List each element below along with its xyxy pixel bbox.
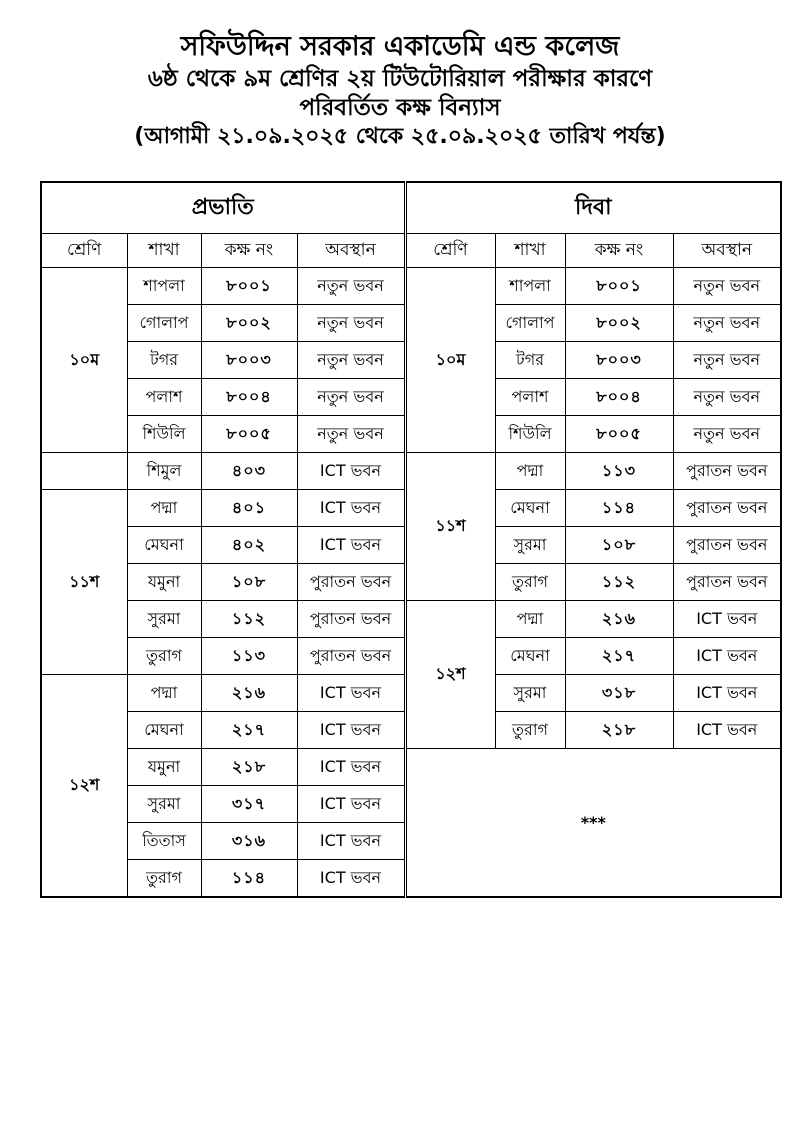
room-cell: ৮০০৪ — [565, 379, 673, 416]
col-branch-header: শাখা — [127, 234, 201, 268]
effective-period: (আগামী ২১.০৯.২০২৫ থেকে ২৫.০৯.২০২৫ তারিখ পর্যন্ত) — [134, 124, 666, 150]
branch-cell: শাপলা — [127, 268, 201, 305]
branch-cell: যমুনা — [127, 749, 201, 786]
location-cell: নতুন ভবন — [673, 305, 781, 342]
location-cell: ICT ভবন — [297, 675, 405, 712]
morning-class-cell-empty — [41, 453, 127, 490]
location-cell: ICT ভবন — [673, 601, 781, 638]
location-cell: নতুন ভবন — [673, 379, 781, 416]
col-branch-header: শাখা — [495, 234, 565, 268]
room-cell: ১১২ — [201, 601, 297, 638]
branch-cell: তুরাগ — [495, 564, 565, 601]
room-cell: ৮০০৪ — [201, 379, 297, 416]
room-cell: ৩১৭ — [201, 786, 297, 823]
branch-cell: পদ্মা — [495, 601, 565, 638]
col-room-header: কক্ষ নং — [565, 234, 673, 268]
branch-cell: পদ্মা — [127, 675, 201, 712]
location-cell: পুরাতন ভবন — [673, 527, 781, 564]
location-cell: ICT ভবন — [297, 860, 405, 898]
location-cell: ICT ভবন — [297, 453, 405, 490]
room-allocation-table — [40, 181, 782, 898]
room-cell: ৮০০৫ — [565, 416, 673, 453]
branch-cell: মেঘনা — [127, 527, 201, 564]
room-cell: ৩১৮ — [565, 675, 673, 712]
shift-day-header: দিবা — [405, 182, 781, 234]
exam-line: ৬ষ্ঠ থেকে ৯ম শ্রেণির ২য় টিউটোরিয়াল পরীক্ষার কারণে — [147, 65, 653, 92]
table-row — [41, 453, 781, 490]
room-cell: ১১৪ — [565, 490, 673, 527]
day-class-cell: ১০ম — [405, 268, 495, 453]
room-cell: ১০৮ — [201, 564, 297, 601]
branch-cell: গোলাপ — [495, 305, 565, 342]
location-cell: পুরাতন ভবন — [673, 490, 781, 527]
institution-name: সফিউদ্দিন সরকার একাডেমি এন্ড কলেজ — [180, 31, 620, 62]
location-cell: নতুন ভবন — [673, 416, 781, 453]
location-cell: ICT ভবন — [297, 823, 405, 860]
branch-cell: পলাশ — [495, 379, 565, 416]
morning-class-cell: ১২শ — [41, 675, 127, 898]
room-cell: ৮০০৩ — [565, 342, 673, 379]
room-cell: ৮০০৩ — [201, 342, 297, 379]
empty-slot-note: *** — [405, 749, 781, 898]
room-cell: ২১৬ — [201, 675, 297, 712]
branch-cell: পদ্মা — [495, 453, 565, 490]
morning-class-cell: ১০ম — [41, 268, 127, 453]
room-cell: ৪০২ — [201, 527, 297, 564]
room-cell: ১১৪ — [201, 860, 297, 898]
document-header — [0, 30, 800, 152]
day-class-cell: ১২শ — [405, 601, 495, 749]
location-cell: নতুন ভবন — [673, 268, 781, 305]
room-cell: ৮০০৫ — [201, 416, 297, 453]
branch-cell: টগর — [127, 342, 201, 379]
room-cell: ২১৮ — [565, 712, 673, 749]
location-cell: ICT ভবন — [297, 749, 405, 786]
location-cell: পুরাতন ভবন — [297, 564, 405, 601]
branch-cell: তুরাগ — [127, 860, 201, 898]
shift-morning-header: প্রভাতি — [41, 182, 405, 234]
col-location-header: অবস্থান — [297, 234, 405, 268]
branch-cell: তুরাগ — [127, 638, 201, 675]
document-subject: পরিবর্তিত কক্ষ বিন্যাস — [299, 94, 501, 121]
room-cell: ২১৭ — [201, 712, 297, 749]
room-cell: ১১৩ — [565, 453, 673, 490]
col-class-header: শ্রেণি — [405, 234, 495, 268]
branch-cell: তিতাস — [127, 823, 201, 860]
location-cell: নতুন ভবন — [673, 342, 781, 379]
location-cell: পুরাতন ভবন — [673, 564, 781, 601]
location-cell: নতুন ভবন — [297, 268, 405, 305]
location-cell: ICT ভবন — [297, 786, 405, 823]
location-cell: নতুন ভবন — [297, 416, 405, 453]
branch-cell: টগর — [495, 342, 565, 379]
room-cell: ৮০০২ — [565, 305, 673, 342]
branch-cell: মেঘনা — [127, 712, 201, 749]
room-cell: ৪০১ — [201, 490, 297, 527]
location-cell: ICT ভবন — [297, 712, 405, 749]
col-class-header: শ্রেণি — [41, 234, 127, 268]
room-cell: ৩১৬ — [201, 823, 297, 860]
branch-cell: গোলাপ — [127, 305, 201, 342]
branch-cell: সুরমা — [127, 601, 201, 638]
branch-cell: শিমুল — [127, 453, 201, 490]
location-cell: ICT ভবন — [673, 712, 781, 749]
room-cell: ৮০০১ — [565, 268, 673, 305]
branch-cell: শাপলা — [495, 268, 565, 305]
location-cell: নতুন ভবন — [297, 342, 405, 379]
day-class-cell: ১১শ — [405, 453, 495, 601]
location-cell: নতুন ভবন — [297, 305, 405, 342]
location-cell: পুরাতন ভবন — [673, 453, 781, 490]
room-cell: ৮০০২ — [201, 305, 297, 342]
branch-cell: মেঘনা — [495, 638, 565, 675]
location-cell: ICT ভবন — [673, 638, 781, 675]
room-cell: ১১৩ — [201, 638, 297, 675]
room-cell: ২১৮ — [201, 749, 297, 786]
room-cell: ১০৮ — [565, 527, 673, 564]
branch-cell: সুরমা — [495, 527, 565, 564]
morning-class-cell: ১১শ — [41, 490, 127, 675]
branch-cell: যমুনা — [127, 564, 201, 601]
room-cell: ২১৭ — [565, 638, 673, 675]
location-cell: পুরাতন ভবন — [297, 601, 405, 638]
branch-cell: পদ্মা — [127, 490, 201, 527]
col-location-header: অবস্থান — [673, 234, 781, 268]
col-room-header: কক্ষ নং — [201, 234, 297, 268]
location-cell: নতুন ভবন — [297, 379, 405, 416]
room-cell: ৮০০১ — [201, 268, 297, 305]
location-cell: ICT ভবন — [297, 490, 405, 527]
branch-cell: মেঘনা — [495, 490, 565, 527]
branch-cell: শিউলি — [127, 416, 201, 453]
location-cell: ICT ভবন — [673, 675, 781, 712]
room-cell: ১১২ — [565, 564, 673, 601]
branch-cell: তুরাগ — [495, 712, 565, 749]
room-cell: ২১৬ — [565, 601, 673, 638]
table-row — [41, 268, 781, 305]
branch-cell: সুরমা — [127, 786, 201, 823]
location-cell: পুরাতন ভবন — [297, 638, 405, 675]
table-row — [41, 601, 781, 638]
branch-cell: পলাশ — [127, 379, 201, 416]
branch-cell: সুরমা — [495, 675, 565, 712]
location-cell: ICT ভবন — [297, 527, 405, 564]
table-row — [41, 749, 781, 786]
room-cell: ৪০৩ — [201, 453, 297, 490]
branch-cell: শিউলি — [495, 416, 565, 453]
